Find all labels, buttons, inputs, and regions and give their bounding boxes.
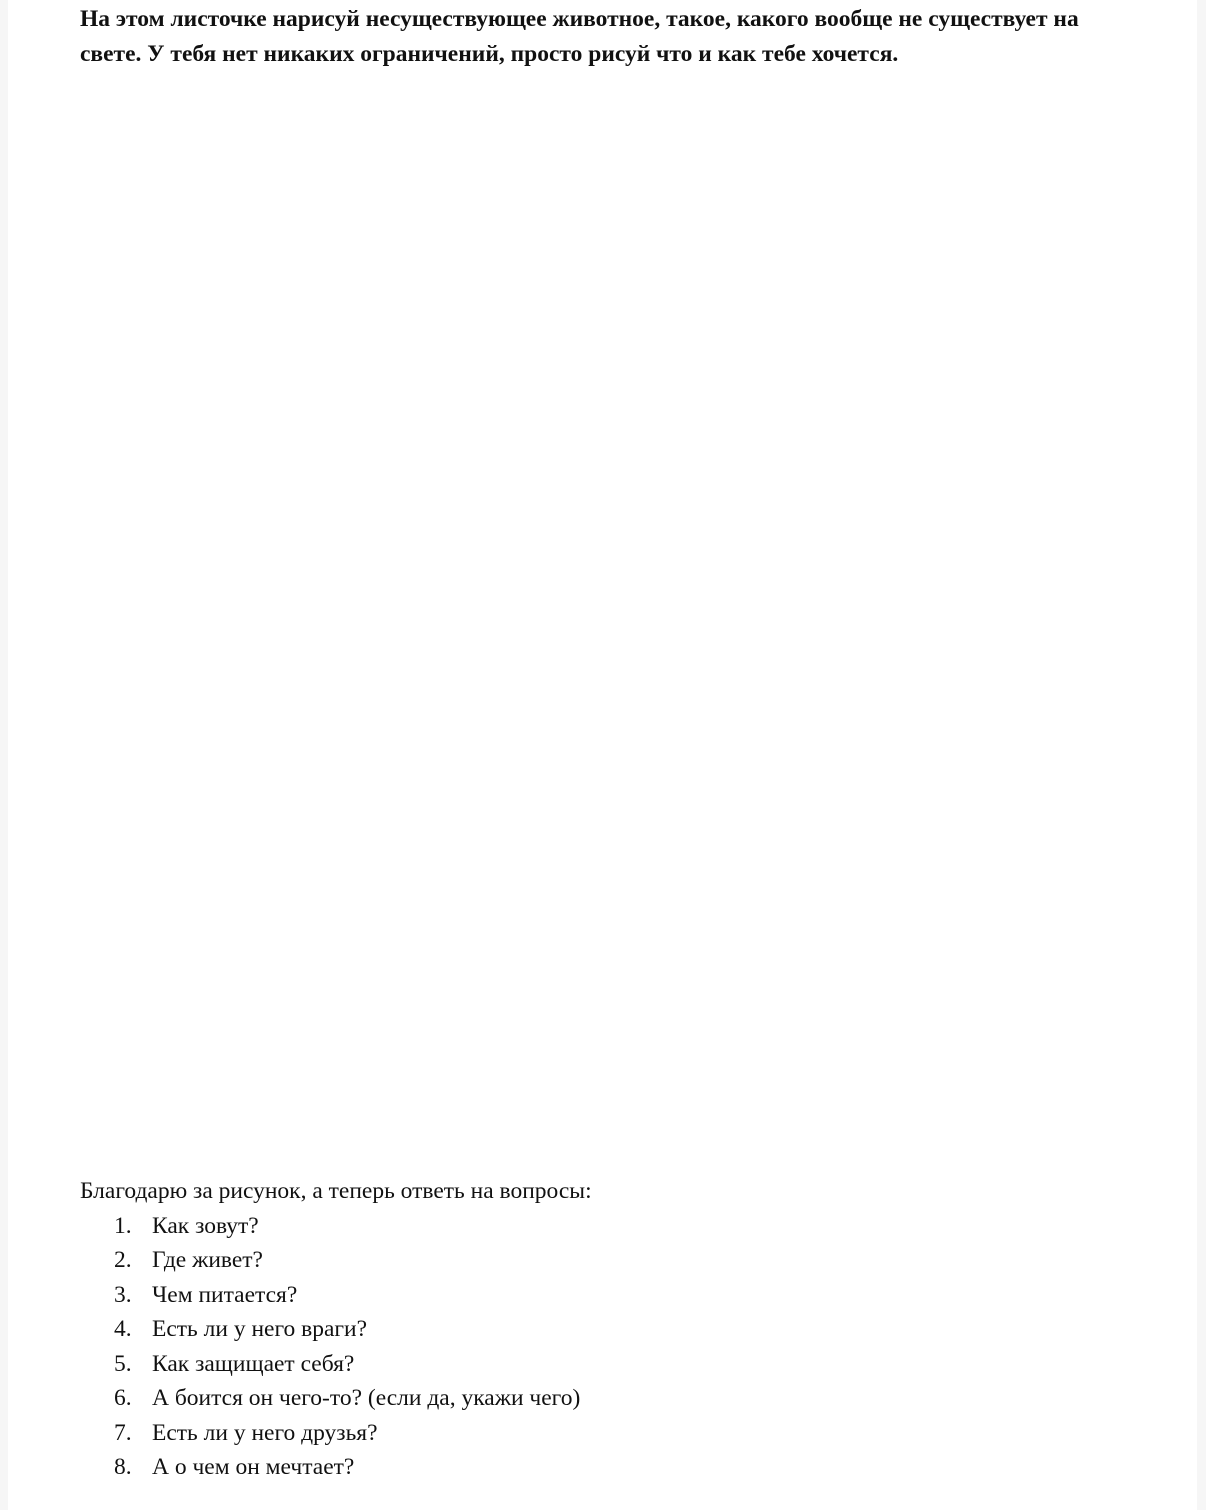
question-number: 3. — [114, 1281, 132, 1308]
questions-intro: Благодарю за рисунок, а теперь ответь на вопросы: — [80, 1178, 592, 1204]
question-item — [80, 1416, 1140, 1451]
question-number: 4. — [114, 1316, 132, 1342]
question-item — [80, 1381, 1140, 1416]
questions-list — [80, 1209, 1140, 1485]
question-item — [80, 1312, 1140, 1347]
question-number: 1. — [114, 1212, 132, 1239]
question-text: А о чем он мечтает? — [152, 1454, 355, 1480]
question-item — [80, 1209, 1140, 1244]
question-number: 5. — [114, 1350, 132, 1377]
instruction-text: На этом листочке нарисуй несуществующее животное, такое, какого вообще не существует на свете. У тебя нет никаких ограничений, просто рисуй что и как тебе хочется. — [80, 6, 1079, 67]
question-item — [80, 1347, 1140, 1382]
drawing-area — [80, 85, 1140, 1165]
question-text: Чем питается? — [152, 1281, 298, 1308]
question-text: Как зовут? — [152, 1212, 259, 1239]
question-text: Где живет? — [152, 1247, 263, 1273]
question-text: А боится он чего-то? (если да, укажи чего) — [152, 1385, 581, 1411]
questions-section — [80, 1174, 1140, 1485]
document-page — [8, 0, 1197, 1510]
question-text: Есть ли у него враги? — [152, 1316, 368, 1342]
question-text: Есть ли у него друзья? — [152, 1419, 378, 1446]
question-item — [80, 1243, 1140, 1278]
question-text: Как защищает себя? — [152, 1350, 355, 1377]
question-number: 7. — [114, 1419, 132, 1446]
question-item — [80, 1450, 1140, 1485]
question-item — [80, 1278, 1140, 1313]
question-number: 2. — [114, 1247, 132, 1273]
question-number: 6. — [114, 1385, 132, 1411]
question-number: 8. — [114, 1454, 132, 1480]
